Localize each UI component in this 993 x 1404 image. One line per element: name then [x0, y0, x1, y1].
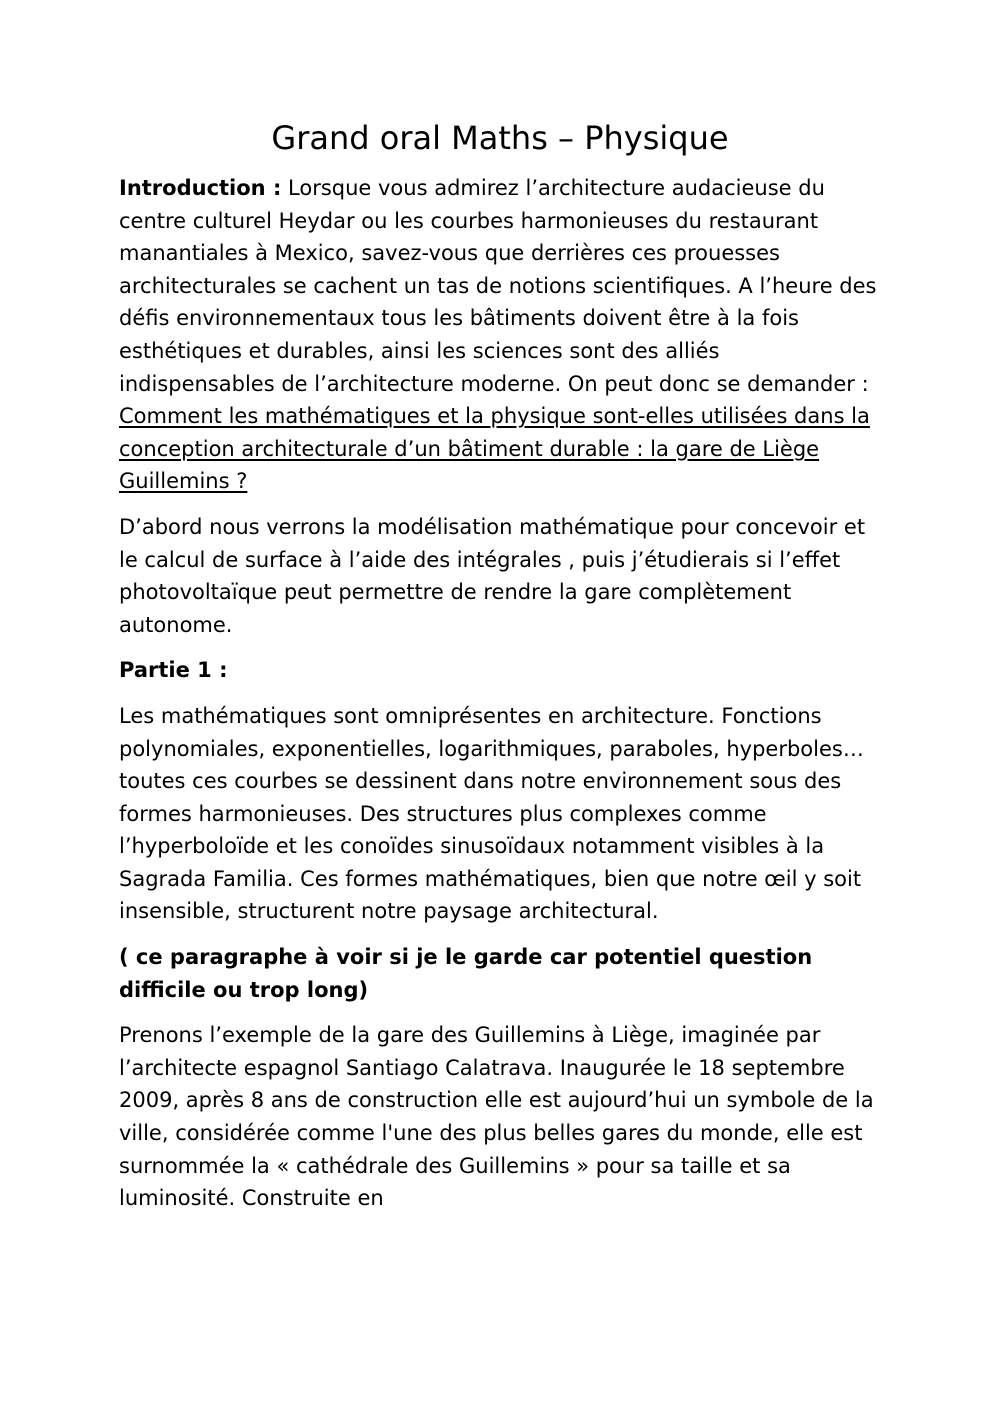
document-page	[119, 112, 879, 1228]
problem-question: Comment les mathématiques et la physique sont-elles utilisées dans la conception architecturale d’un bâtiment durable : la gare de Liège Guillemins ?	[119, 404, 870, 494]
part1-paragraph: Les mathématiques sont omniprésentes en architecture. Fonctions polynomiales, exponentielles, logarithmiques, paraboles, hyperboles… toutes ces courbes se dessinent dans notre environnement sous des formes harmonieuses. Des structures plus complexes comme l’hyperboloïde et les conoïdes sinusoïdaux notamment visibles à la Sagrada Familia. Ces formes mathématiques, bien que notre œil y soit insensible, structurent notre paysage architectural.	[119, 703, 864, 924]
part1-heading: Partie 1 :	[119, 658, 228, 683]
intro-paragraph	[119, 172, 879, 498]
intro-label: Introduction :	[119, 176, 282, 200]
intro-text: Lorsque vous admirez l’architecture audacieuse du centre culturel Heydar ou les courbes harmonieuses du restaurant manantiales à Mexico, savez-vous que derrières ces prouesses architecturales se cachent un tas de notions scientifiques. A l’heure des défis environnementaux tous les bâtiments doivent être à la fois esthétiques et durables, ainsi les sciences sont des alliés indispensables de l’architecture moderne. On peut donc se demander :	[119, 176, 877, 396]
example-paragraph: Prenons l’exemple de la gare des Guillemins à Liège, imaginée par l’architecte espagnol Santiago Calatrava. Inaugurée le 18 septembre 2009, après 8 ans de construction elle est aujourd’hui un symbole de la ville, considérée comme l'une des plus belles gares du monde, elle est surnommée la « cathédrale des Guillemins » pour sa taille et sa luminosité. Construite en	[119, 1023, 874, 1211]
author-note: ( ce paragraphe à voir si je le garde car potentiel question difficile ou trop long)	[119, 945, 813, 1002]
plan-paragraph: D’abord nous verrons la modélisation mathématique pour concevoir et le calcul de surface à l’aide des intégrales , puis j’étudierais si l’effet photovoltaïque peut permettre de rendre la gare complètement autonome.	[119, 514, 866, 637]
document-title: Grand oral Maths – Physique	[271, 119, 729, 157]
